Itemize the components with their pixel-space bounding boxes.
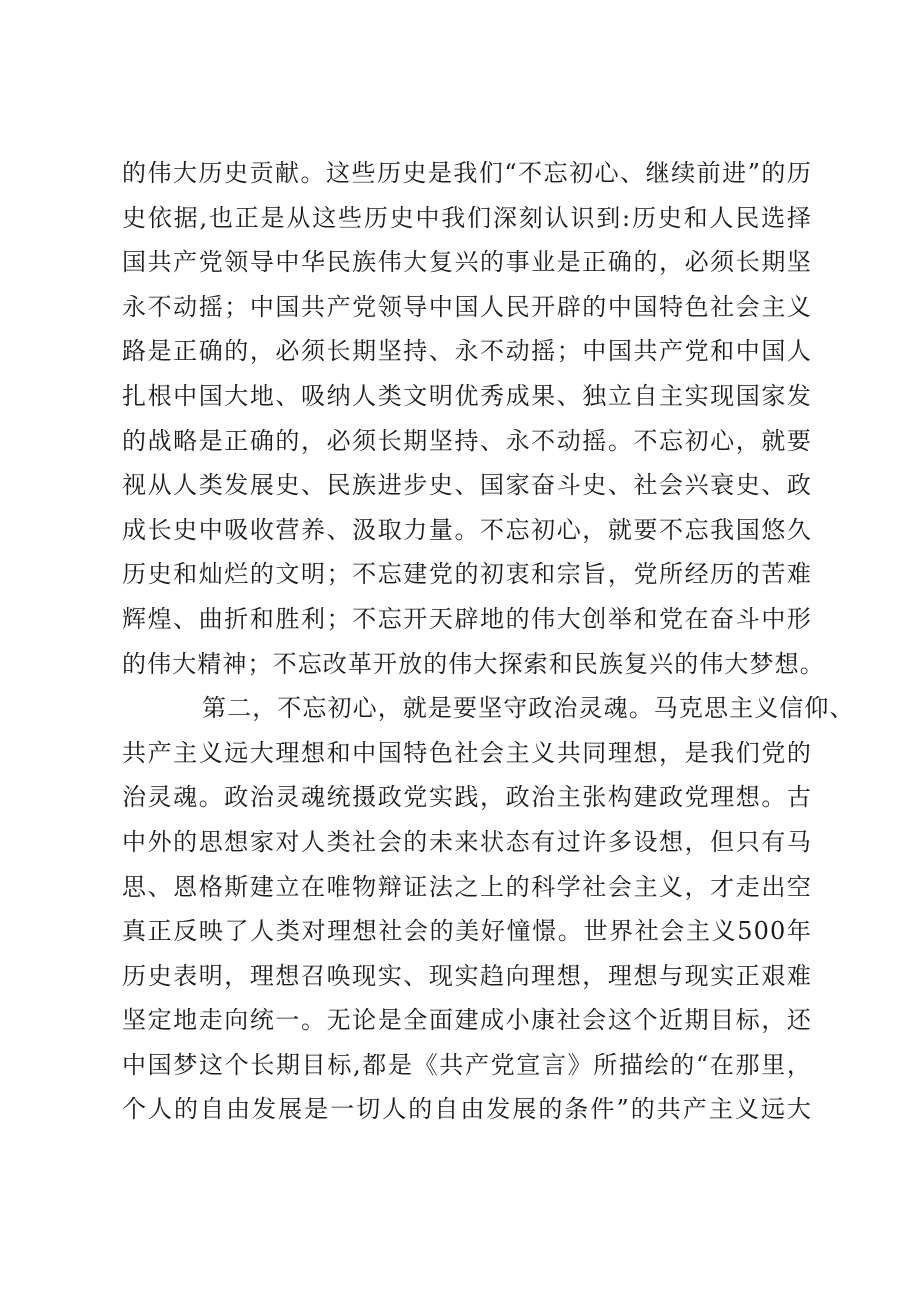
text-line: 个人的自由发展是一切人的自由发展的条件”的共产主义远大 — [122, 1095, 812, 1124]
paragraph-first-line: 第二，不忘初心，就是要坚守政治灵魂。马克思主义信仰、 — [202, 694, 855, 723]
text-line: 成长史中吸收营养、汲取力量。不忘初心，就要不忘我国悠久 — [122, 515, 812, 544]
text-line: 视从人类发展史、民族进步史、国家奋斗史、社会兴衰史、政 — [122, 471, 812, 500]
text-line: 治灵魂。政治灵魂统摄政党实践，政治主张构建政党理想。古 — [122, 783, 812, 812]
text-line: 思、恩格斯建立在唯物辩证法之上的科学社会主义，才走出空 — [122, 872, 812, 901]
text-line: 路是正确的，必须长期坚持、永不动摇；中国共产党和中国人 — [122, 337, 812, 366]
text-line: 史依据,也正是从这些历史中我们深刻认识到:历史和人民选择 — [122, 203, 812, 232]
text-line: 坚定地走向统一。无论是全面建成小康社会这个近期目标，还 — [122, 1006, 812, 1035]
text-line: 的伟大历史贡献。这些历史是我们“不忘初心、继续前进”的历 — [122, 159, 812, 187]
text-line: 真正反映了人类对理想社会的美好憧憬。世界社会主义500年 — [122, 917, 812, 946]
text-line: 辉煌、曲折和胜利；不忘开天辟地的伟大创举和党在奋斗中形 — [122, 604, 812, 633]
text-line: 国共产党领导中华民族伟大复兴的事业是正确的，必须长期坚 — [122, 248, 812, 277]
body-text — [122, 151, 855, 1132]
text-line: 扎根中国大地、吸纳人类文明优秀成果、独立自主实现国家发 — [122, 381, 812, 410]
text-line: 中国梦这个长期目标,都是《共产党宣言》所描绘的“在那里， — [122, 1050, 812, 1079]
paragraph-end-line: 的伟大精神；不忘改革开放的伟大探索和民族复兴的伟大梦想。 — [122, 649, 825, 678]
text-line: 中外的思想家对人类社会的未来状态有过许多设想，但只有马 — [122, 827, 812, 856]
text-line: 历史表明，理想召唤现实、现实趋向理想，理想与现实正艰难 — [122, 961, 812, 990]
text-line: 共产主义远大理想和中国特色社会主义共同理想，是我们党的 — [122, 738, 812, 767]
text-line: 历史和灿烂的文明；不忘建党的初衷和宗旨，党所经历的苦难 — [122, 560, 812, 589]
text-line: 的战略是正确的，必须长期坚持、永不动摇。不忘初心，就要 — [122, 426, 812, 455]
text-line: 永不动摇；中国共产党领导中国人民开辟的中国特色社会主义 — [122, 292, 812, 321]
